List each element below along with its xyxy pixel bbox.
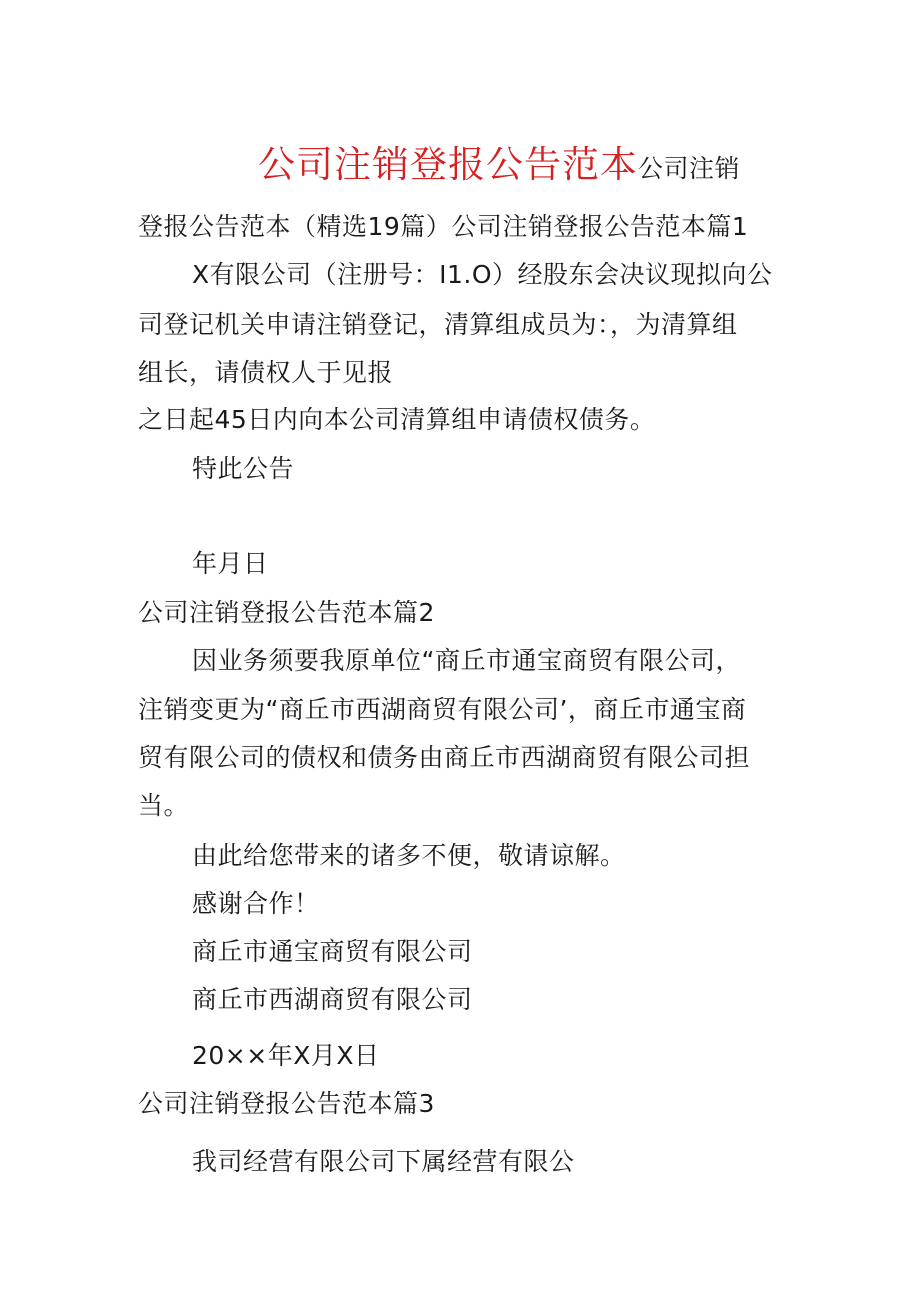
document-title: 公司注销登报公告范本 [258,143,638,186]
s3-heading: 公司注销登报公告范本篇3 [138,1089,435,1118]
title-continuation: 公司注销 [638,154,741,183]
s2-signature-company: 商丘市通宝商贸有限公司 [192,937,473,966]
s3-paragraph-line: 我司经营有限公司下属经营有限公 [192,1147,575,1176]
s1-paragraph-line: 组长，请债权人于见报 [138,358,394,387]
s2-paragraph-line: 当。 [138,791,190,820]
s2-paragraph-line: 因业务须要我原单位“商丘市通宝商贸有限公司， [192,646,741,675]
s1-notice: 特此公告 [192,454,295,483]
s2-apology: 由此给您带来的诸多不便，敬请谅解。 [192,841,626,870]
s1-paragraph-line: 司登记机关申请注销登记，清算组成员为：，为清算组 [138,310,738,339]
s1-date: 年月日 [192,549,269,578]
s1-paragraph-line: 之日起45日内向本公司清算组申请债权债务。 [138,405,656,434]
title-line [258,143,741,186]
s2-paragraph-line: 注销变更为“商丘市西湖商贸有限公司’，商丘市通宝商 [138,695,747,724]
s2-thanks: 感谢合作！ [192,889,320,918]
s2-paragraph-line: 贸有限公司的债权和债务由商丘市西湖商贸有限公司担 [138,743,751,772]
s2-signature-company: 商丘市西湖商贸有限公司 [192,985,473,1014]
s2-date: 20××年X月X日 [192,1041,380,1070]
s2-heading: 公司注销登报公告范本篇2 [138,598,435,627]
subtitle: 登报公告范本（精选19篇）公司注销登报公告范本篇1 [138,212,749,241]
s1-paragraph-line: X有限公司（注册号：I1.O）经股东会决议现拟向公 [192,260,773,289]
